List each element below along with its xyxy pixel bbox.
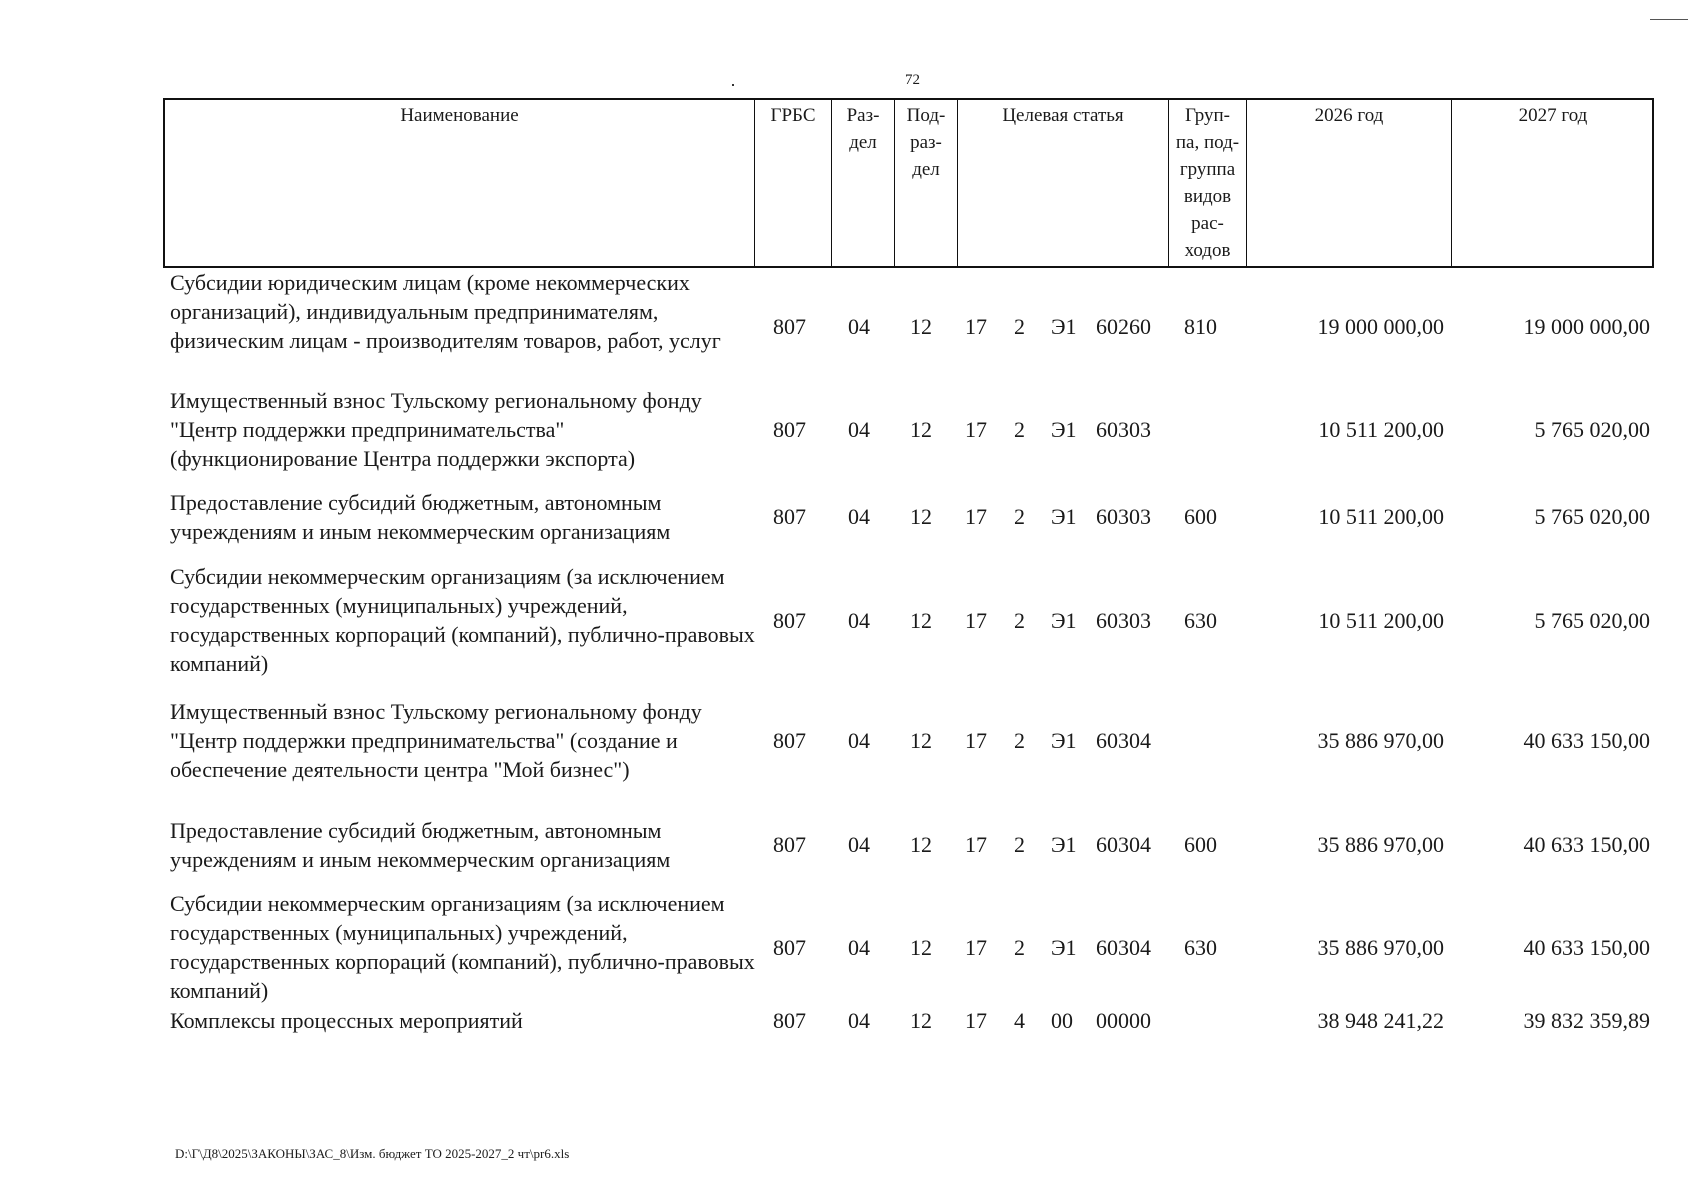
row-group: 600 xyxy=(1184,504,1217,529)
row-name: Предоставление субсидий бюджетным, автономным учреждениям и иным некоммерческим организациям xyxy=(170,490,671,544)
header-podrazdel-line1: Под- xyxy=(906,105,946,126)
row-value-2026: 10 511 200,00 xyxy=(1318,608,1444,633)
row-group: 630 xyxy=(1184,935,1217,960)
header-name: Наименование xyxy=(165,100,755,266)
row-value-2026: 35 886 970,00 xyxy=(1317,728,1444,753)
row-value-2026: 10 511 200,00 xyxy=(1318,417,1444,442)
row-value-2027: 40 633 150,00 xyxy=(1523,728,1650,753)
row-target-type: 2 xyxy=(1014,504,1025,529)
row-group: 600 xyxy=(1184,832,1217,857)
row-razdel: 04 xyxy=(848,935,870,960)
row-target-type: 2 xyxy=(1014,417,1025,442)
row-target-direction: 60303 xyxy=(1096,504,1151,529)
row-value-2027: 40 633 150,00 xyxy=(1523,832,1650,857)
row-name: Комплексы процессных мероприятий xyxy=(170,1008,523,1033)
row-razdel: 04 xyxy=(848,1008,870,1033)
row-target-project: Э1 xyxy=(1051,314,1077,339)
row-podrazdel: 12 xyxy=(910,832,932,857)
header-year-2026: 2026 год xyxy=(1247,100,1452,266)
header-year-2027: 2027 год xyxy=(1518,105,1588,126)
row-target-direction: 60260 xyxy=(1096,314,1151,339)
row-grbs: 807 xyxy=(773,417,806,442)
row-target-direction: 60303 xyxy=(1096,608,1151,633)
row-target-project: Э1 xyxy=(1051,832,1077,857)
row-grbs: 807 xyxy=(773,314,806,339)
row-name: Субсидии некоммерческим организациям (за исключением государственных (муниципальных) учреждений, государственных корпораций (компаний), публично-правовых компаний) xyxy=(170,564,755,676)
row-value-2027: 19 000 000,00 xyxy=(1523,314,1650,339)
row-value-2026: 10 511 200,00 xyxy=(1318,504,1444,529)
row-value-2027: 39 832 359,89 xyxy=(1523,1008,1650,1033)
row-target-project: Э1 xyxy=(1051,417,1077,442)
row-razdel: 04 xyxy=(848,832,870,857)
header-target: Целевая статья xyxy=(958,100,1169,266)
row-target-direction: 60304 xyxy=(1096,935,1151,960)
row-target-project: 00 xyxy=(1051,1008,1073,1033)
row-podrazdel: 12 xyxy=(910,608,932,633)
row-target-program: 17 xyxy=(965,314,987,339)
header-group-line4: видов xyxy=(1183,186,1232,207)
row-grbs: 807 xyxy=(773,504,806,529)
row-podrazdel: 12 xyxy=(910,314,932,339)
header-group-line6: ходов xyxy=(1184,240,1231,261)
header-grbs: ГРБС xyxy=(755,100,832,266)
row-value-2026: 35 886 970,00 xyxy=(1317,832,1444,857)
header-group-line1: Груп- xyxy=(1184,105,1231,126)
row-podrazdel: 12 xyxy=(910,728,932,753)
row-target-project: Э1 xyxy=(1051,728,1077,753)
row-grbs: 807 xyxy=(773,1008,806,1033)
row-value-2026: 19 000 000,00 xyxy=(1317,314,1444,339)
row-podrazdel: 12 xyxy=(910,417,932,442)
row-target-program: 17 xyxy=(965,1008,987,1033)
row-razdel: 04 xyxy=(848,728,870,753)
row-target-program: 17 xyxy=(965,832,987,857)
row-grbs: 807 xyxy=(773,832,806,857)
row-target-direction: 60303 xyxy=(1096,417,1151,442)
header-group-line5: рас- xyxy=(1191,213,1224,234)
header-group-line2: па, под- xyxy=(1175,132,1240,153)
row-target-program: 17 xyxy=(965,504,987,529)
header-razdel-line2: дел xyxy=(849,132,877,153)
row-name: Субсидии юридическим лицам (кроме некоммерческих организаций), индивидуальным предпринимателям, физическим лицам - производителям товаров, работ, услуг xyxy=(170,270,721,353)
row-value-2027: 5 765 020,00 xyxy=(1534,417,1650,442)
header-podrazdel-line3: дел xyxy=(912,159,940,180)
row-razdel: 04 xyxy=(848,314,870,339)
row-target-direction: 60304 xyxy=(1096,832,1151,857)
row-target-program: 17 xyxy=(965,728,987,753)
row-group: 630 xyxy=(1184,608,1217,633)
row-value-2027: 5 765 020,00 xyxy=(1534,608,1650,633)
row-name: Предоставление субсидий бюджетным, автономным учреждениям и иным некоммерческим организациям xyxy=(170,818,671,872)
row-grbs: 807 xyxy=(773,608,806,633)
row-name: Субсидии некоммерческим организациям (за исключением государственных (муниципальных) учреждений, государственных корпораций (компаний), публично-правовых компаний) xyxy=(170,891,755,1003)
row-target-type: 2 xyxy=(1014,728,1025,753)
row-target-type: 4 xyxy=(1014,1008,1025,1033)
file-path-footer: D:\Г\Д8\2025\ЗАКОНЫ\ЗАС_8\Изм. бюджет ТО 2025-2027_2 чт\pr6.xls xyxy=(175,1146,570,1161)
row-target-type: 2 xyxy=(1014,314,1025,339)
page-number: 72 xyxy=(905,72,920,88)
row-target-program: 17 xyxy=(965,417,987,442)
row-razdel: 04 xyxy=(848,417,870,442)
row-grbs: 807 xyxy=(773,728,806,753)
header-razdel-line1: Раз- xyxy=(846,105,880,126)
header-podrazdel-line2: раз- xyxy=(910,132,942,153)
row-podrazdel: 12 xyxy=(910,935,932,960)
row-value-2027: 5 765 020,00 xyxy=(1534,504,1650,529)
row-grbs: 807 xyxy=(773,935,806,960)
row-name: Имущественный взнос Тульскому региональному фонду "Центр поддержки предпринимательства" (функционирование Центра поддержки экспорта) xyxy=(170,388,702,471)
row-target-type: 2 xyxy=(1014,608,1025,633)
row-target-program: 17 xyxy=(965,608,987,633)
row-target-direction: 00000 xyxy=(1096,1008,1151,1033)
row-target-direction: 60304 xyxy=(1096,728,1151,753)
row-podrazdel: 12 xyxy=(910,1008,932,1033)
row-value-2026: 35 886 970,00 xyxy=(1317,935,1444,960)
row-value-2026: 38 948 241,22 xyxy=(1317,1008,1444,1033)
row-target-type: 2 xyxy=(1014,832,1025,857)
row-value-2027: 40 633 150,00 xyxy=(1523,935,1650,960)
row-target-project: Э1 xyxy=(1051,504,1077,529)
row-target-project: Э1 xyxy=(1051,935,1077,960)
row-name: Имущественный взнос Тульскому региональному фонду "Центр поддержки предпринимательства" (создание и обеспечение деятельности центра "Мой бизнес") xyxy=(170,699,702,782)
row-target-project: Э1 xyxy=(1051,608,1077,633)
row-razdel: 04 xyxy=(848,608,870,633)
row-razdel: 04 xyxy=(848,504,870,529)
header-group-line3: группа xyxy=(1179,159,1236,180)
row-group: 810 xyxy=(1184,314,1217,339)
row-target-program: 17 xyxy=(965,935,987,960)
row-podrazdel: 12 xyxy=(910,504,932,529)
row-target-type: 2 xyxy=(1014,935,1025,960)
